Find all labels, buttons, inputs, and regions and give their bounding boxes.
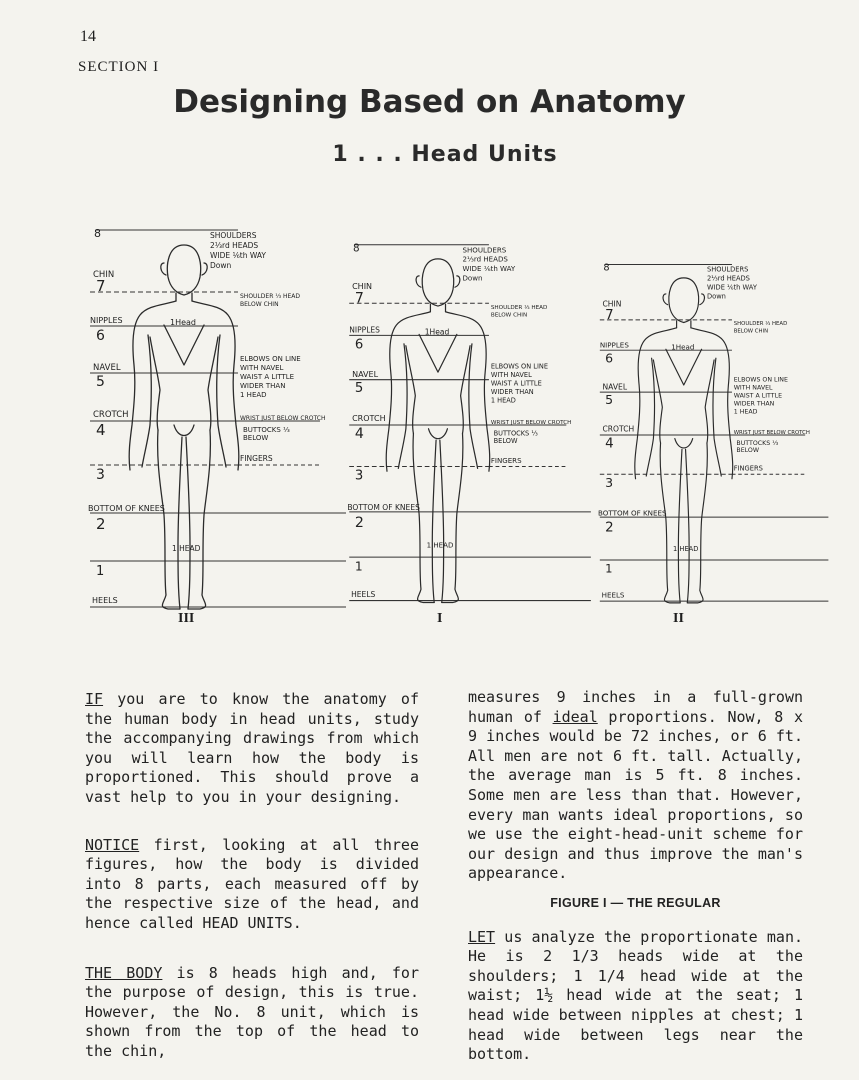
right-leg-outer-i	[442, 433, 463, 602]
label-five-ii: 5	[605, 391, 614, 407]
lead-word-notice: NOTICE	[85, 835, 140, 854]
section-label: SECTION I	[78, 59, 160, 75]
paragraph-measures-text-b: proportions. Now, 8 x 9 inches would be 72 inches, or 6 ft. All men are not 6 ft. tall. Actually, the average man is 5 ft. 8 inches. Some men are less than that. However, every man wants ideal proportions, so we use the eight-head-unit scheme for our design and thus improve the man's appearance.	[468, 707, 803, 883]
label-crotch-i: CROTCH	[352, 414, 386, 424]
label-one-i: 1	[354, 559, 363, 574]
figure-caption-iii: III	[178, 611, 195, 626]
label-two-i: 2	[354, 514, 364, 531]
label-four-i: 4	[354, 426, 364, 443]
page-title: Designing Based on Anatomy	[173, 84, 686, 120]
label-knees-i: BOTTOM OF KNEES	[347, 502, 420, 512]
label-one-head-chest-i: 1Head	[424, 327, 450, 337]
label-one-head-chest-ii: 1Head	[671, 342, 695, 352]
label-wrist-note-iii: WRIST JUST BELOW CROTCH	[240, 415, 326, 422]
label-elbows-i-4: 1 HEAD	[490, 396, 516, 405]
label-two-iii: 2	[96, 515, 106, 533]
label-navel-i: NAVEL	[352, 369, 379, 379]
label-elbows-ii-3: WIDER THAN	[733, 400, 775, 408]
label-one-ii: 1	[605, 561, 613, 576]
label-chin-iii: CHIN	[93, 270, 115, 280]
label-three-iii: 3	[96, 467, 105, 483]
label-four-ii: 4	[605, 436, 614, 452]
label-elbows-i-3: WIDER THAN	[490, 387, 534, 396]
label-six-i: 6	[354, 337, 364, 353]
figure-panel-iii	[88, 225, 350, 617]
left-leg-outer-i	[413, 433, 434, 602]
label-wrist-note-i: WRIST JUST BELOW CROTCH	[490, 420, 572, 427]
right-arm-inner-ii	[713, 358, 721, 476]
lead-word-let: LET	[468, 927, 496, 946]
label-elbows-iii-1: WITH NAVEL	[240, 364, 284, 372]
label-elbows-iii-3: WIDER THAN	[240, 382, 286, 390]
paragraph-notice	[85, 836, 419, 934]
label-buttocks-i-1: BELOW	[493, 436, 518, 445]
right-arm-inner-iii	[217, 335, 226, 467]
label-shoulders-ii-0: SHOULDERS	[706, 265, 749, 274]
label-crotch-iii: CROTCH	[93, 410, 129, 420]
label-knees-ii: BOTTOM OF KNEES	[598, 508, 667, 518]
label-buttocks-iii-1: BELOW	[243, 434, 269, 442]
paragraph-let-text: us analyze the proportionate man. He is 2 1/3 heads wide at the shoulders; 1 1/4 head wide at the waist; 1½ head wide at the seat; 1 head wide between nipples at chest; 1 head wide between legs near the bottom.	[468, 927, 803, 1064]
label-elbows-i-0: ELBOWS ON LINE	[490, 362, 549, 371]
label-shoulders-i-3: Down	[462, 273, 483, 283]
label-knees-iii: BOTTOM OF KNEES	[88, 504, 165, 513]
right-leg-inner-ii	[686, 449, 690, 603]
label-nipples-ii: NIPPLES	[599, 340, 629, 350]
label-elbows-iii-2: WAIST A LITTLE	[240, 373, 295, 381]
label-wrist-note-ii: WRIST JUST BELOW CROTCH	[733, 430, 810, 437]
figure-caption-ii: II	[673, 611, 684, 626]
label-chin-i: CHIN	[352, 282, 373, 292]
paragraph-let	[468, 928, 803, 1065]
label-shoulder-note-iii-0: SHOULDER ⅓ HEAD	[240, 293, 301, 300]
label-shoulders-ii-1: 2⅓rd HEADS	[706, 274, 750, 283]
label-chin-ii: CHIN	[602, 299, 622, 309]
label-three-ii: 3	[605, 474, 614, 490]
right-leg-inner-i	[440, 440, 444, 602]
right-leg-outer-iii	[188, 430, 210, 609]
left-arm-inner-ii	[646, 358, 654, 476]
label-shoulder-note-i-1: BELOW CHIN	[490, 312, 528, 319]
label-elbows-i-1: WITH NAVEL	[490, 370, 532, 379]
label-shoulders-iii-3: Down	[210, 261, 232, 270]
label-shoulder-note-iii-1: BELOW CHIN	[240, 301, 279, 308]
word-ideal: ideal	[552, 707, 598, 726]
label-shoulders-ii-2: WIDE ⅙th WAY	[706, 283, 757, 292]
v-chest-line-iii	[164, 325, 204, 365]
label-one-iii: 1	[96, 564, 105, 579]
page-number: 14	[80, 28, 96, 45]
right-leg-inner-iii	[186, 437, 190, 609]
label-elbows-iii-4: 1 HEAD	[240, 391, 267, 399]
label-eight-ii: 8	[603, 262, 610, 274]
label-one-head-knee-ii: 1 HEAD	[673, 545, 699, 554]
paragraph-measures	[468, 688, 803, 884]
label-shoulders-iii-2: WIDE ⅙th WAY	[210, 251, 267, 260]
label-elbows-ii-2: WAIST A LITTLE	[733, 392, 783, 400]
v-chest-line-i	[419, 334, 457, 372]
label-navel-ii: NAVEL	[602, 382, 628, 392]
label-shoulders-i-1: 2⅓rd HEADS	[462, 254, 508, 264]
label-shoulders-iii-1: 2⅓rd HEADS	[210, 241, 259, 250]
left-leg-inner-iii	[178, 437, 182, 609]
left-leg-outer-iii	[158, 430, 180, 609]
label-seven-i: 7	[354, 290, 364, 307]
right-leg-outer-ii	[687, 443, 707, 603]
label-elbows-iii-0: ELBOWS ON LINE	[240, 355, 301, 363]
standing-figure-iii	[129, 245, 239, 609]
figure-panel-ii	[584, 260, 846, 610]
paragraph-the-body	[85, 964, 419, 1062]
label-seven-iii: 7	[96, 277, 106, 295]
label-elbows-ii-1: WITH NAVEL	[733, 384, 773, 392]
label-six-iii: 6	[96, 328, 105, 344]
label-shoulders-i-0: SHOULDERS	[462, 245, 507, 255]
anatomy-diagram-ii	[584, 260, 846, 610]
label-shoulder-note-ii-0: SHOULDER ⅓ HEAD	[733, 321, 788, 328]
label-elbows-i-2: WAIST A LITTLE	[490, 379, 542, 388]
paragraph-the-body-text: is 8 heads high and, for the purpose of design, this is true. However, the No. 8 unit, which is shown from the top of the head to the chin,	[85, 963, 419, 1060]
label-buttocks-iii-0: BUTTOCKS ⅓	[243, 426, 290, 434]
left-leg-outer-ii	[660, 443, 680, 603]
label-nipples-i: NIPPLES	[349, 325, 380, 335]
label-buttocks-i-0: BUTTOCKS ⅓	[493, 429, 538, 438]
label-eight-i: 8	[353, 242, 360, 255]
paragraph-intro	[85, 690, 419, 808]
groin-i	[429, 429, 448, 439]
anatomy-diagram-i	[340, 240, 602, 610]
page-subtitle: 1 . . . Head Units	[332, 142, 558, 167]
label-three-i: 3	[354, 468, 364, 484]
standing-figure-ii	[635, 278, 733, 603]
left-leg-inner-ii	[678, 449, 682, 603]
label-nipples-iii: NIPPLES	[90, 316, 123, 325]
label-shoulder-note-ii-1: BELOW CHIN	[733, 328, 769, 335]
right-arm-inner-i	[469, 344, 478, 469]
figure-panel-i	[340, 240, 602, 610]
paragraph-intro-text: you are to know the anatomy of the human body in head units, study the accompanying drawings from which you will learn how the body is proportioned. This should prove a vast help to you in your designing.	[85, 690, 419, 806]
label-seven-ii: 7	[605, 307, 614, 323]
v-chest-line-ii	[666, 349, 702, 385]
label-five-iii: 5	[96, 374, 105, 390]
label-navel-iii: NAVEL	[93, 363, 121, 373]
label-fingers-iii: FINGERS	[240, 454, 273, 463]
label-shoulders-i-2: WIDE ⅙th WAY	[462, 264, 516, 274]
label-shoulder-note-i-0: SHOULDER ⅓ HEAD	[490, 304, 548, 311]
label-elbows-ii-4: 1 HEAD	[733, 408, 758, 416]
label-shoulders-ii-3: Down	[706, 292, 726, 301]
groin-ii	[675, 439, 693, 448]
groin-iii	[174, 425, 194, 436]
head-iii	[167, 245, 200, 295]
label-shoulders-iii-0: SHOULDERS	[210, 231, 257, 240]
label-buttocks-ii-1: BELOW	[736, 446, 760, 454]
head-i	[422, 259, 453, 306]
label-six-ii: 6	[605, 350, 614, 366]
label-heels-iii: HEELS	[92, 596, 118, 605]
paragraph-notice-text: first, looking at all three figures, how the body is divided into 8 parts, each measured off by the respective size of the head, and hence called HEAD UNITS.	[85, 835, 419, 932]
lead-word-if: IF	[85, 690, 104, 708]
neck-ii	[677, 321, 691, 328]
paragraph-measures-text-a: measures 9 inches in a full-grown human of	[468, 688, 803, 726]
figure-caption-i: I	[437, 611, 443, 626]
label-crotch-ii: CROTCH	[602, 424, 635, 434]
neck-iii	[176, 293, 192, 301]
head-ii	[669, 278, 699, 323]
neck-i	[430, 304, 445, 312]
label-one-head-knee-iii: 1 HEAD	[172, 544, 201, 553]
label-fingers-ii: FINGERS	[733, 464, 763, 473]
left-arm-inner-i	[398, 344, 407, 469]
lead-word-the-body: THE BODY	[85, 963, 163, 982]
label-eight-iii: 8	[94, 227, 101, 240]
anatomy-diagram-iii	[88, 225, 350, 617]
label-two-ii: 2	[605, 520, 614, 536]
label-one-head-knee-i: 1 HEAD	[426, 540, 454, 550]
label-one-head-chest-iii: 1Head	[170, 318, 197, 327]
label-elbows-ii-0: ELBOWS ON LINE	[733, 376, 788, 384]
label-four-iii: 4	[96, 421, 106, 439]
text-column-left	[85, 690, 419, 1062]
label-fingers-i: FINGERS	[490, 455, 522, 465]
text-column-right	[468, 688, 803, 1065]
label-five-i: 5	[354, 380, 364, 396]
left-leg-inner-i	[432, 440, 436, 602]
label-buttocks-ii-0: BUTTOCKS ⅓	[736, 439, 779, 447]
standing-figure-i	[386, 259, 490, 603]
label-heels-ii: HEELS	[601, 590, 625, 600]
figure-heading-regular: FIGURE I — THE REGULAR	[550, 895, 721, 910]
left-arm-inner-iii	[142, 335, 151, 467]
label-heels-i: HEELS	[351, 589, 376, 599]
